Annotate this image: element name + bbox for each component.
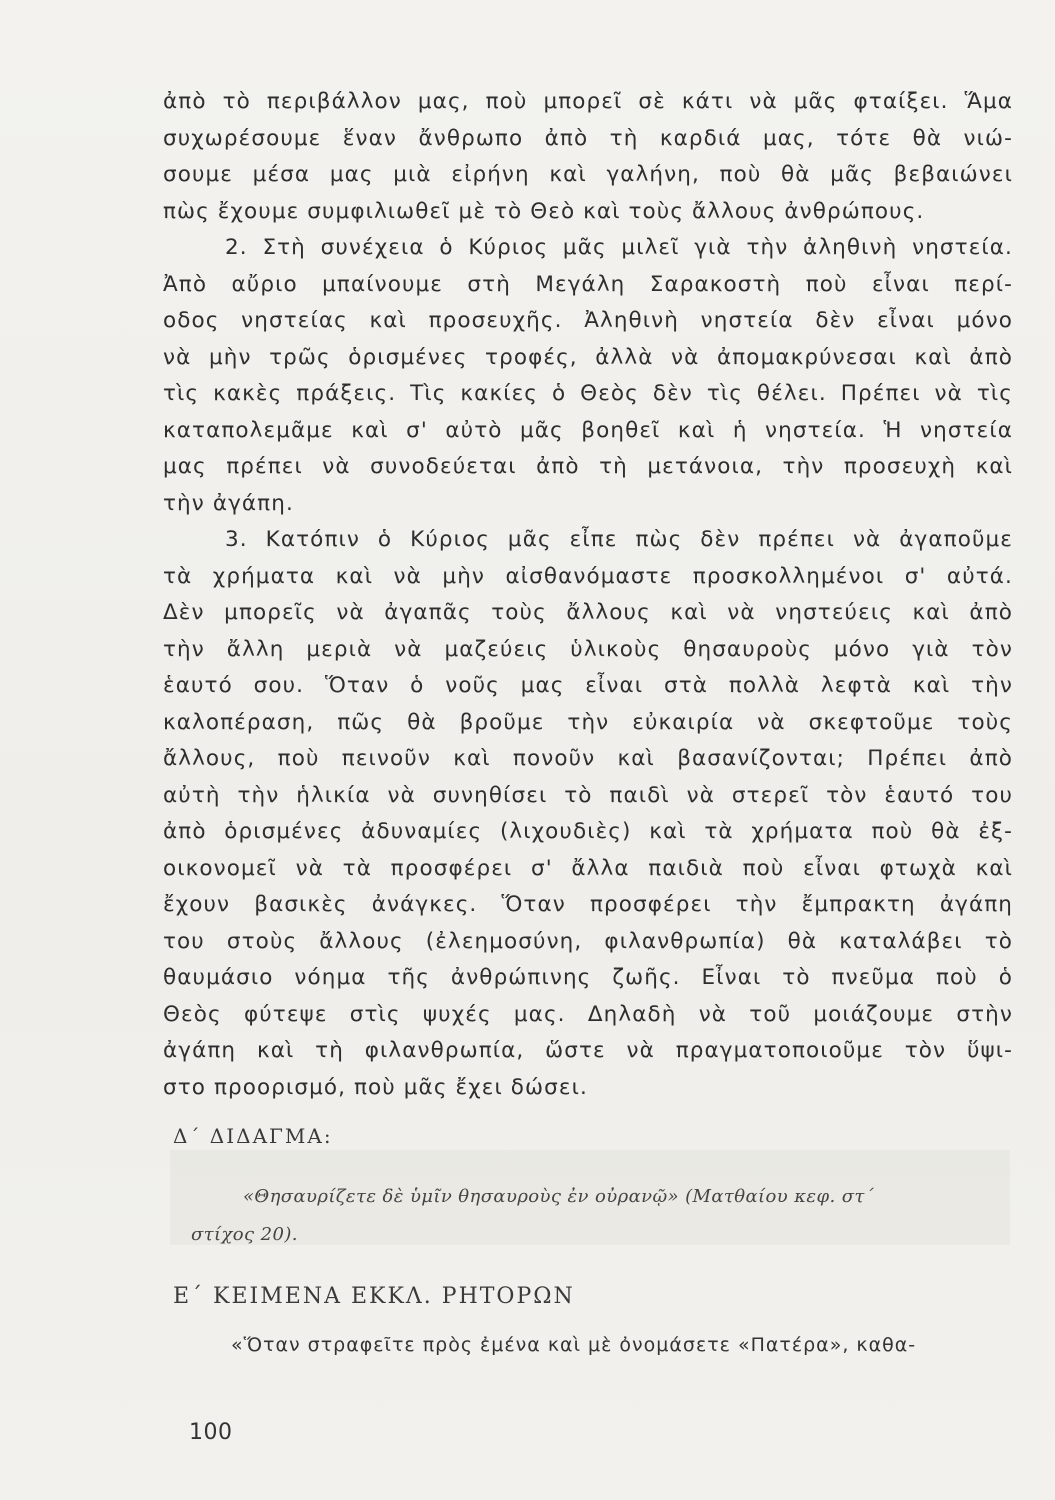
text-line: οικονομεῖ νὰ τὰ προσφέρει σ' ἄλλα παιδιὰ ποὺ εἶναι φτωχὰ καὶ: [163, 855, 1013, 881]
text-line: πὼς ἔχουμε συμφιλιωθεῖ μὲ τὸ Θεὸ καὶ τοὺς ἄλλους ἀνθρώπους.: [163, 198, 925, 224]
section-d-heading: Δ΄ ΔΙΔΑΓΜΑ:: [173, 1124, 333, 1148]
text-line: Θεὸς φύτεψε στὶς ψυχές μας. Δηλαδὴ νὰ τοῦ μοιάζουμε στὴν: [163, 1001, 1013, 1027]
text-line: του στοὺς ἄλλους (ἐλεημοσύνη, φιλανθρωπία) θὰ καταλάβει τὸ: [163, 928, 1013, 954]
text-line: μας πρέπει νὰ συνοδεύεται ἀπὸ τὴ μετάνοια, τὴν προσευχὴ καὶ: [163, 454, 1013, 479]
text-line: στο προορισμό, ποὺ μᾶς ἔχει δώσει.: [163, 1074, 588, 1100]
text-line: τὰ χρήματα καὶ νὰ μὴν αἰσθανόμαστε προσκολλημένοι σ' αὐτά.: [163, 563, 1013, 589]
text-line: ἀγάπη καὶ τὴ φιλανθρωπία, ὥστε νὰ πραγματοποιοῦμε τὸν ὕψι-: [163, 1038, 1013, 1063]
text-line: αὐτὴ τὴν ἡλικία νὰ συνηθίσει τὸ παιδὶ νὰ στερεῖ τὸν ἑαυτό του: [163, 782, 1013, 808]
text-line: σουμε μέσα μας μιὰ εἰρήνη καὶ γαλήνη, ποὺ θὰ μᾶς βεβαιώνει: [163, 162, 1013, 187]
text-line: τὴν ἀγάπη.: [163, 490, 294, 516]
text-line: καταπολεμᾶμε καὶ σ' αὐτὸ μᾶς βοηθεῖ καὶ ἡ νηστεία. Ἡ νηστεία: [163, 417, 1013, 443]
section-e-text: «Ὅταν στραφεῖτε πρὸς ἐμένα καὶ μὲ ὀνομάσετε «Πατέρα», καθα-: [231, 1334, 917, 1356]
text-line: οδος νηστείας καὶ προσευχῆς. Ἀληθινὴ νηστεία δὲν εἶναι μόνο: [163, 308, 1013, 333]
text-line: συχωρέσουμε ἕναν ἄνθρωπο ἀπὸ τὴ καρδιά μας, τότε θὰ νιώ-: [163, 125, 1013, 151]
text-line: νὰ μὴν τρῶς ὁρισμένες τροφές, ἀλλὰ νὰ ἀπομακρύνεσαι καὶ ἀπὸ: [163, 344, 1013, 370]
section-e-heading: Ε΄ ΚΕΙΜΕΝΑ ΕΚΚΛ. ΡΗΤΟΡΩΝ: [173, 1284, 575, 1309]
text-line: θαυμάσιο νόημα τῆς ἀνθρώπινης ζωῆς. Εἶναι τὸ πνεῦμα ποὺ ὁ: [163, 965, 1013, 990]
text-line: ἀπὸ ὁρισμένες ἀδυναμίες (λιχουδιὲς) καὶ τὰ χρήματα ποὺ θὰ ἐξ-: [163, 819, 1013, 844]
text-line: καλοπέραση, πῶς θὰ βροῦμε τὴν εὐκαιρία νὰ σκεφτοῦμε τοὺς: [163, 709, 1013, 735]
text-line: ἀπὸ τὸ περιβάλλον μας, ποὺ μπορεῖ σὲ κάτι νὰ μᾶς φταίξει. Ἅμα: [163, 89, 1013, 114]
text-line: τὶς κακὲς πράξεις. Τὶς κακίες ὁ Θεὸς δὲν τὶς θέλει. Πρέπει νὰ τὶς: [163, 381, 1013, 406]
paragraph-2-start: 2. Στὴ συνέχεια ὁ Κύριος μᾶς μιλεῖ γιὰ τὴν ἀληθινὴ νηστεία.: [225, 235, 1013, 260]
text-line: ἑαυτό σου. Ὅταν ὁ νοῦς μας εἶναι στὰ πολλὰ λεφτὰ καὶ τὴν: [163, 673, 1013, 698]
text-line: Δὲν μπορεῖς νὰ ἀγαπᾶς τοὺς ἄλλους καὶ νὰ νηστεύεις καὶ ἀπὸ: [163, 600, 1013, 625]
text-line: ἄλλους, ποὺ πεινοῦν καὶ πονοῦν καὶ βασανίζονται; Πρέπει ἀπὸ: [163, 746, 1013, 771]
quote-line: στίχος 20).: [191, 1224, 298, 1245]
text-line: Ἀπὸ αὔριο μπαίνουμε στὴ Μεγάλη Σαρακοστὴ ποὺ εἶναι περί-: [163, 271, 1013, 297]
text-line: ἔχουν βασικὲς ἀνάγκες. Ὅταν προσφέρει τὴν ἔμπρακτη ἀγάπη: [163, 892, 1013, 917]
page-number: 100: [189, 1420, 233, 1445]
paragraph-3-start: 3. Κατόπιν ὁ Κύριος μᾶς εἶπε πὼς δὲν πρέπει νὰ ἀγαποῦμε: [225, 527, 1013, 552]
scripture-quote: [173, 1178, 1009, 1254]
body-text: [163, 84, 1013, 1106]
quote-line: «Θησαυρίζετε δὲ ὑμῖν θησαυροὺς ἐν οὐρανῷ» (Ματθαίου κεφ. στ΄: [243, 1186, 875, 1207]
text-line: τὴν ἄλλη μεριὰ νὰ μαζεύεις ὑλικοὺς θησαυροὺς μόνο γιὰ τὸν: [163, 636, 1013, 662]
